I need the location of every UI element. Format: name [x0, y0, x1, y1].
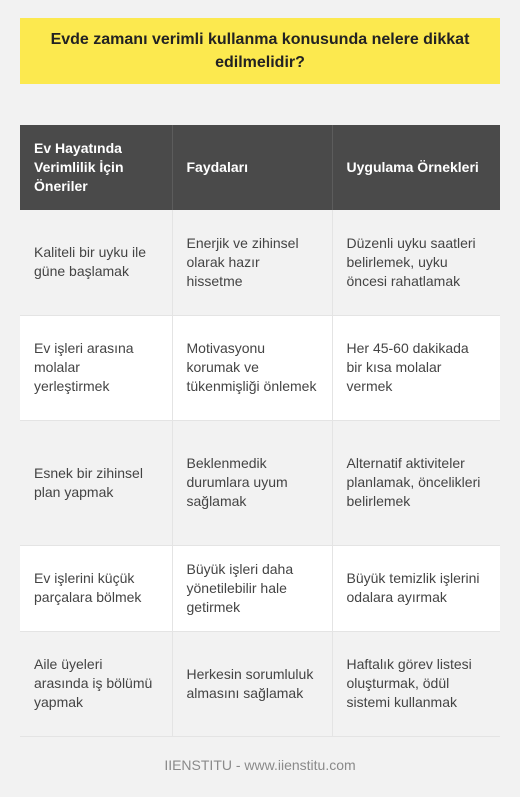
table-cell: Motivasyonu korumak ve tükenmişliği önlemek: [172, 315, 332, 420]
table-row: [20, 210, 500, 315]
table-cell: Esnek bir zihinsel plan yapmak: [20, 420, 172, 545]
table-header-row: [20, 125, 500, 210]
header-recommendations: Ev Hayatında Verimlilik İçin Öneriler: [20, 125, 172, 210]
table-row: [20, 631, 500, 736]
table-row: [20, 315, 500, 420]
recommendations-table: [20, 125, 500, 737]
footer-credit: IIENSTITU - www.iienstitu.com: [164, 757, 356, 773]
table-row: [20, 420, 500, 545]
table-cell: Alternatif aktiviteler planlamak, öncelikleri belirlemek: [332, 420, 500, 545]
table-cell: Haftalık görev listesi oluşturmak, ödül sistemi kullanmak: [332, 631, 500, 736]
table-cell: Kaliteli bir uyku ile güne başlamak: [20, 210, 172, 315]
table-cell: Düzenli uyku saatleri belirlemek, uyku öncesi rahatlamak: [332, 210, 500, 315]
table-cell: Aile üyeleri arasında iş bölümü yapmak: [20, 631, 172, 736]
table-cell: Her 45-60 dakikada bir kısa molalar vermek: [332, 315, 500, 420]
table-cell: Enerjik ve zihinsel olarak hazır hissetme: [172, 210, 332, 315]
page-title: Evde zamanı verimli kullanma konusunda nelere dikkat edilmelidir?: [20, 18, 500, 84]
table-row: [20, 545, 500, 631]
table-cell: Herkesin sorumluluk almasını sağlamak: [172, 631, 332, 736]
table-cell: Ev işleri arasına molalar yerleştirmek: [20, 315, 172, 420]
table-cell: Ev işlerini küçük parçalara bölmek: [20, 545, 172, 631]
header-benefits: Faydaları: [172, 125, 332, 210]
table-cell: Büyük işleri daha yönetilebilir hale getirmek: [172, 545, 332, 631]
table-cell: Büyük temizlik işlerini odalara ayırmak: [332, 545, 500, 631]
header-examples: Uygulama Örnekleri: [332, 125, 500, 210]
table-cell: Beklenmedik durumlara uyum sağlamak: [172, 420, 332, 545]
